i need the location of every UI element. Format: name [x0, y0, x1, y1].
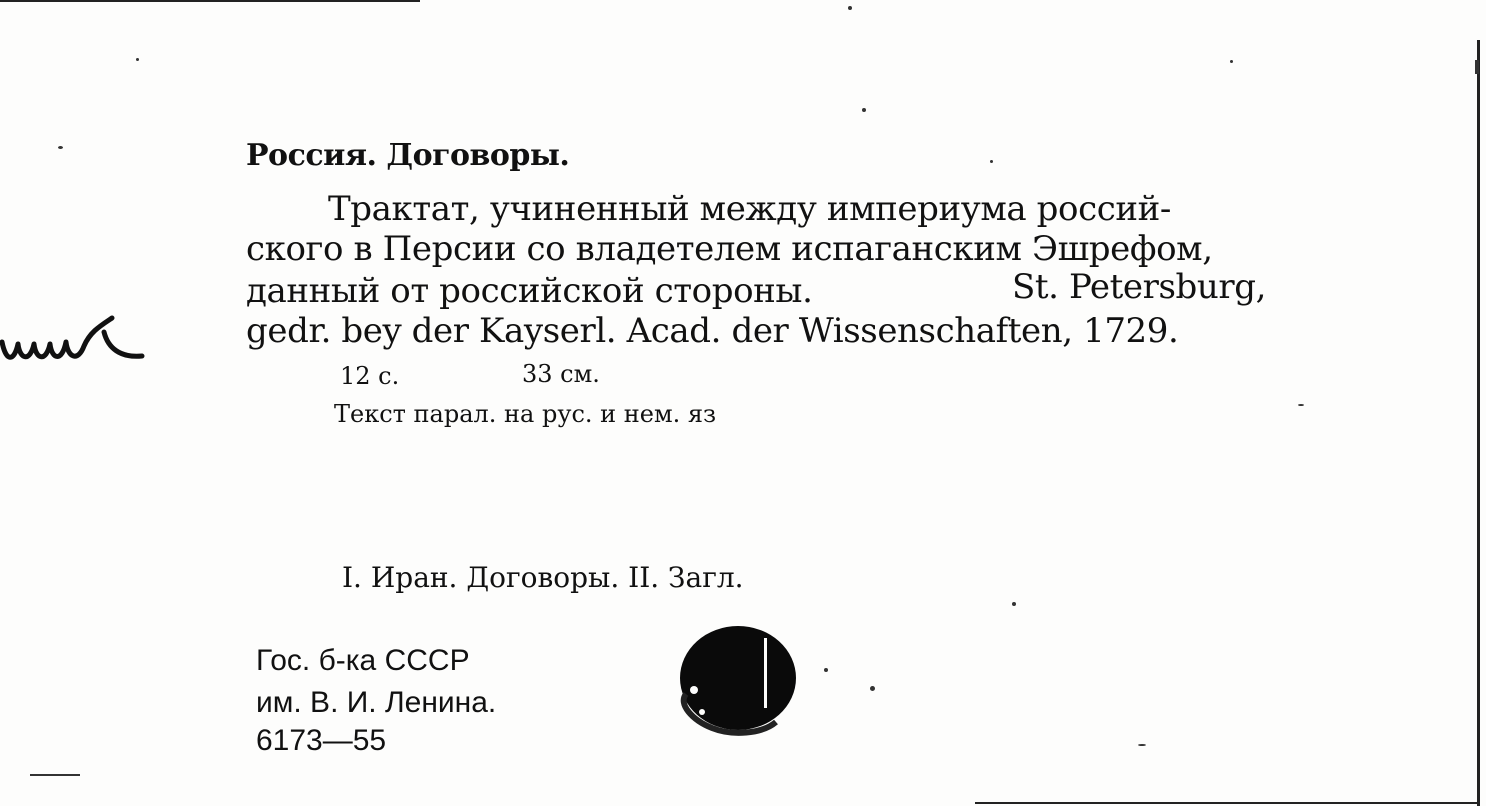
library-line-3: 6173—55	[256, 724, 387, 757]
scan-speck	[1298, 404, 1304, 406]
body-line-3: данный от российской стороны.	[246, 271, 813, 311]
library-line-1: Гос. б-ка СССР	[256, 644, 470, 677]
scan-speck	[1012, 602, 1016, 606]
card-heading: Россия. Договоры.	[246, 138, 570, 173]
scan-speck	[870, 686, 875, 691]
ink-stamp-blot-icon	[672, 624, 802, 743]
body-line-1: Трактат, учиненный между империума россий-	[328, 189, 1172, 229]
scan-speck	[58, 146, 63, 149]
scan-speck	[136, 58, 139, 61]
scan-speck	[30, 774, 80, 776]
scan-speck	[1475, 60, 1479, 74]
scan-speck	[1230, 60, 1233, 63]
pages-count: 12 с.	[340, 362, 400, 390]
card-edge-right	[1477, 40, 1480, 806]
language-note: Текст парал. на рус. и нем. яз	[334, 400, 717, 428]
scan-speck	[990, 160, 993, 163]
scan-speck	[824, 668, 828, 672]
scan-speck	[862, 108, 866, 112]
body-line-2: ского в Персии со владетелем испаганским Эшрефом,	[246, 229, 1213, 269]
subject-tracings: I. Иран. Договоры. II. Загл.	[342, 561, 744, 594]
scan-speck	[1138, 744, 1146, 746]
card-edge-bottom	[975, 802, 1480, 804]
body-line-3-imprint: St. Petersburg,	[1012, 267, 1267, 307]
library-line-2: им. В. И. Ленина.	[256, 686, 497, 719]
card-size: 33 см.	[522, 360, 600, 388]
handwritten-scribble-icon	[0, 312, 150, 376]
scan-speck	[848, 6, 852, 10]
body-line-4: gedr. bey der Kayserl. Acad. der Wissenschaften, 1729.	[246, 311, 1179, 351]
card-edge-top	[0, 0, 420, 2]
